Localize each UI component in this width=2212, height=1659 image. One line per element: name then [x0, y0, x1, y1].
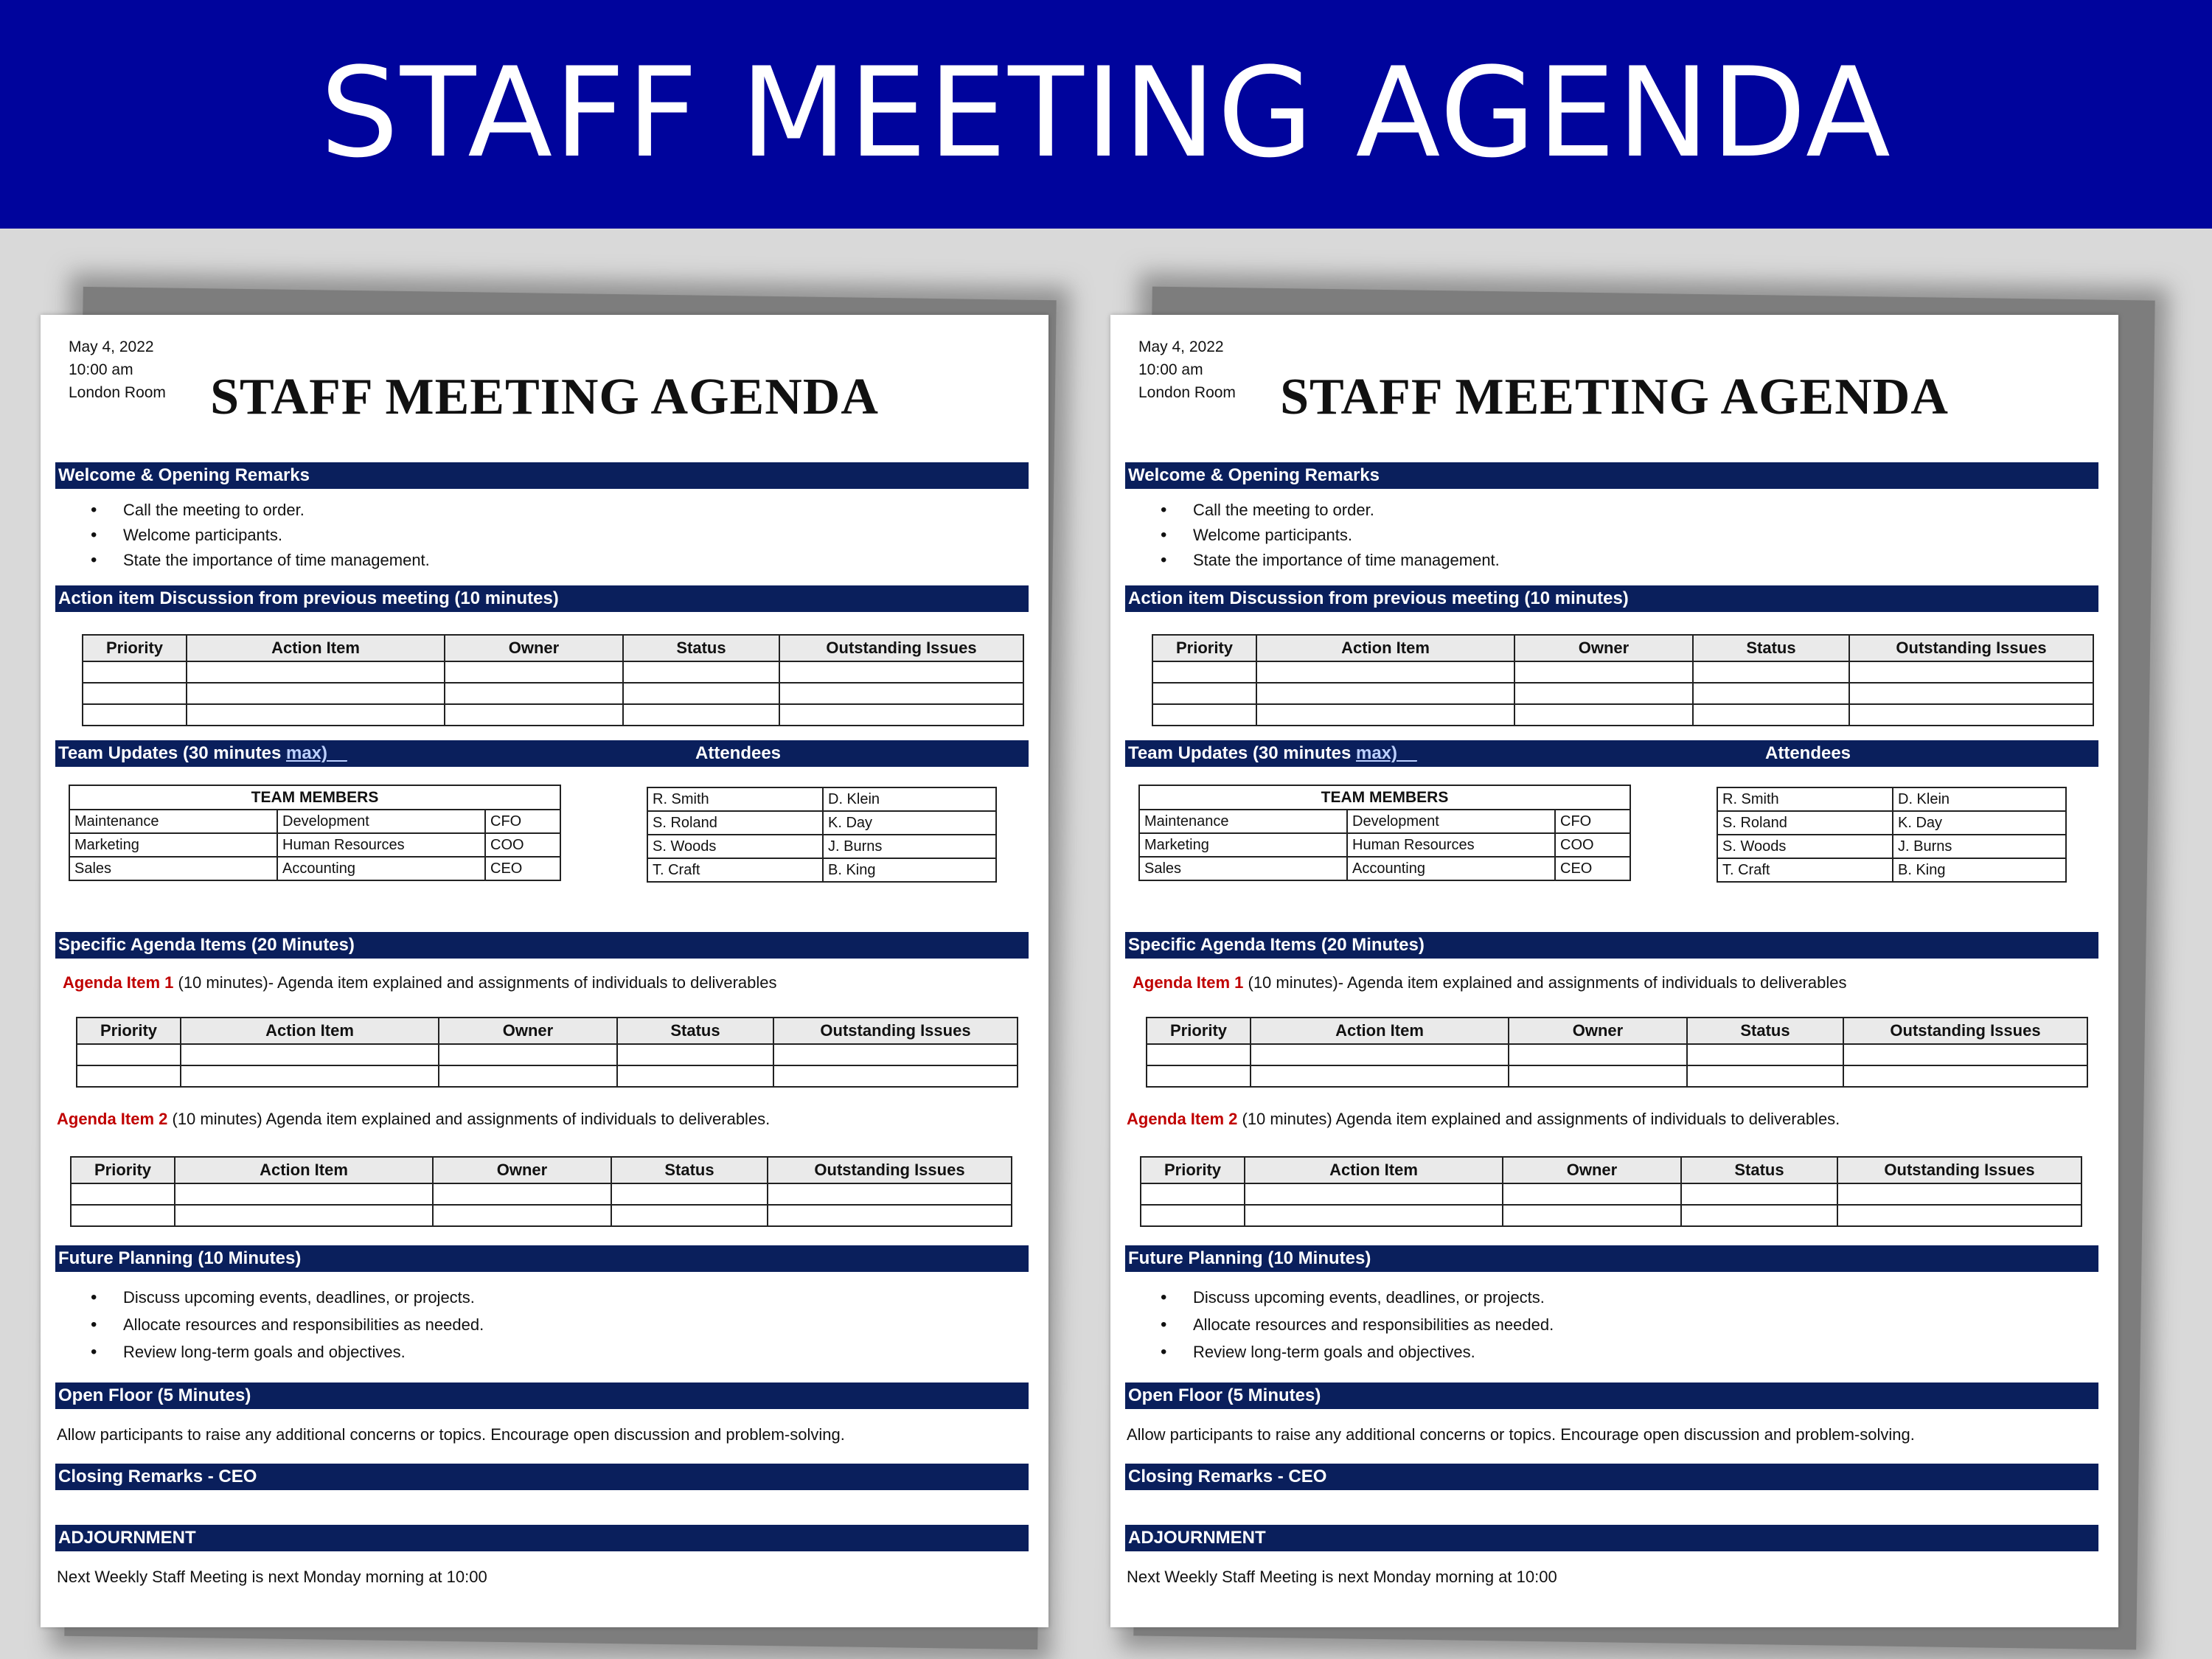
- table-cell[interactable]: [617, 1044, 773, 1065]
- table-cell[interactable]: [181, 1065, 439, 1087]
- table-cell[interactable]: [617, 1065, 773, 1087]
- table-cell: T. Craft: [1717, 858, 1893, 882]
- table-cell[interactable]: [175, 1183, 433, 1205]
- table-row: [77, 1044, 1018, 1065]
- table-cell[interactable]: [1687, 1065, 1843, 1087]
- future-item: • Review long-term goals and objectives.: [91, 1338, 484, 1366]
- column-header-owner: Owner: [433, 1157, 611, 1183]
- table-cell[interactable]: [773, 1044, 1018, 1065]
- agenda-page-right: [1110, 315, 2118, 1627]
- welcome-list: [1161, 498, 1500, 573]
- future-item: • Discuss upcoming events, deadlines, or projects.: [1161, 1284, 1554, 1311]
- agenda-item-2-label: Agenda Item 2: [57, 1110, 168, 1128]
- column-header-outstanding-issues: Outstanding Issues: [1843, 1018, 2087, 1044]
- table-row: [1717, 787, 2066, 811]
- table-cell[interactable]: [611, 1183, 768, 1205]
- table-cell: B. King: [823, 858, 996, 882]
- table-row: [1141, 1205, 2081, 1226]
- table-cell[interactable]: [1509, 1065, 1687, 1087]
- welcome-item: • State the importance of time management.: [1161, 548, 1500, 573]
- table-cell: Maintenance: [1139, 810, 1347, 833]
- table-cell[interactable]: [1514, 661, 1693, 683]
- open-floor-text: Allow participants to raise any additional concerns or topics. Encourage open discussion and problem-solving.: [57, 1425, 845, 1444]
- team-members-table: [1138, 785, 1631, 881]
- meeting-time: 10:00 am: [1138, 361, 1203, 378]
- column-header-priority: Priority: [1152, 635, 1256, 661]
- table-cell[interactable]: [1837, 1183, 2081, 1205]
- table-row: [1152, 683, 2093, 704]
- agenda-item-1: [1133, 971, 1847, 995]
- column-header-status: Status: [1693, 635, 1849, 661]
- table-cell[interactable]: [768, 1205, 1012, 1226]
- table-cell[interactable]: [1681, 1183, 1837, 1205]
- agenda-page-left: [41, 315, 1048, 1627]
- team-members-header: TEAM MEMBERS: [1139, 785, 1630, 810]
- section-header-future-planning: Future Planning (10 Minutes): [55, 1245, 1029, 1272]
- table-row: [647, 787, 996, 811]
- table-cell: S. Roland: [647, 811, 823, 835]
- section-header-team-updates: [1125, 740, 2098, 767]
- table-row: [1139, 857, 1630, 880]
- table-row: [1152, 704, 2093, 726]
- table-cell: S. Roland: [1717, 811, 1893, 835]
- welcome-item: • Call the meeting to order.: [91, 498, 430, 523]
- table-cell[interactable]: [187, 704, 445, 726]
- column-header-outstanding-issues: Outstanding Issues: [779, 635, 1023, 661]
- table-cell[interactable]: [623, 704, 779, 726]
- column-header-outstanding-issues: Outstanding Issues: [768, 1157, 1012, 1183]
- table-cell[interactable]: [1503, 1205, 1681, 1226]
- agenda-item-1-label: Agenda Item 1: [63, 973, 174, 992]
- table-row: [1152, 661, 2093, 683]
- column-header-status: Status: [1687, 1018, 1843, 1044]
- adjournment-text: Next Weekly Staff Meeting is next Monday morning at 10:00: [1127, 1568, 1557, 1586]
- agenda-item-1-text: (10 minutes)- Agenda item explained and assignments of individuals to deliverables: [173, 973, 777, 992]
- team-updates-heading: Team Updates (30 minutes: [1128, 743, 1356, 763]
- section-header-closing: Closing Remarks - CEO: [55, 1464, 1029, 1490]
- column-header-priority: Priority: [83, 635, 187, 661]
- table-cell[interactable]: [1245, 1205, 1503, 1226]
- meeting-time: 10:00 am: [69, 361, 133, 378]
- table-row: [647, 835, 996, 858]
- table-cell[interactable]: [1147, 1044, 1251, 1065]
- agenda-item-2-table: [70, 1156, 1012, 1227]
- table-cell: Sales: [1139, 857, 1347, 880]
- table-header-row: [69, 785, 560, 810]
- banner: [0, 0, 2212, 229]
- table-cell[interactable]: [1245, 1183, 1503, 1205]
- table-row: [1717, 811, 2066, 835]
- agenda-item-2-label: Agenda Item 2: [1127, 1110, 1238, 1128]
- section-header-specific-items: Specific Agenda Items (20 Minutes): [55, 932, 1029, 959]
- table-cell[interactable]: [1849, 683, 2093, 704]
- column-header-outstanding-issues: Outstanding Issues: [1837, 1157, 2081, 1183]
- table-cell[interactable]: [1693, 661, 1849, 683]
- table-cell: S. Woods: [1717, 835, 1893, 858]
- table-row: [1147, 1044, 2087, 1065]
- table-cell: J. Burns: [1893, 835, 2066, 858]
- table-cell[interactable]: [611, 1205, 768, 1226]
- table-header-row: [71, 1157, 1012, 1183]
- banner-title: STAFF MEETING AGENDA: [320, 41, 1892, 185]
- table-cell: Accounting: [1347, 857, 1555, 880]
- table-cell: CFO: [1555, 810, 1630, 833]
- table-cell[interactable]: [1693, 683, 1849, 704]
- table-cell[interactable]: [779, 683, 1023, 704]
- section-header-action-discussion: Action item Discussion from previous meeting (10 minutes): [1125, 585, 2098, 612]
- column-header-outstanding-issues: Outstanding Issues: [1849, 635, 2093, 661]
- table-cell[interactable]: [445, 704, 623, 726]
- table-row: [71, 1205, 1012, 1226]
- table-cell[interactable]: [175, 1205, 433, 1226]
- column-header-action-item: Action Item: [181, 1018, 439, 1044]
- section-header-action-discussion: Action item Discussion from previous meeting (10 minutes): [55, 585, 1029, 612]
- table-cell: CEO: [1555, 857, 1630, 880]
- table-row: [1147, 1065, 2087, 1087]
- table-cell: Maintenance: [69, 810, 277, 833]
- document-title: STAFF MEETING AGENDA: [210, 369, 879, 425]
- meeting-location: London Room: [1138, 384, 1236, 401]
- table-cell[interactable]: [71, 1205, 175, 1226]
- table-cell: COO: [485, 833, 560, 857]
- table-cell[interactable]: [1693, 704, 1849, 726]
- table-cell: S. Woods: [647, 835, 823, 858]
- table-cell[interactable]: [773, 1065, 1018, 1087]
- table-cell[interactable]: [1256, 704, 1514, 726]
- table-cell[interactable]: [1251, 1065, 1509, 1087]
- table-cell[interactable]: [187, 683, 445, 704]
- table-cell[interactable]: [1152, 704, 1256, 726]
- table-row: [647, 811, 996, 835]
- agenda-item-1: [63, 971, 777, 995]
- table-cell[interactable]: [1256, 661, 1514, 683]
- table-cell: R. Smith: [1717, 787, 1893, 811]
- table-cell[interactable]: [439, 1065, 617, 1087]
- column-header-owner: Owner: [445, 635, 623, 661]
- welcome-item: • Welcome participants.: [91, 523, 430, 548]
- table-cell: B. King: [1893, 858, 2066, 882]
- agenda-item-2-text: (10 minutes) Agenda item explained and assignments of individuals to deliverables.: [167, 1110, 771, 1128]
- table-row: [1141, 1183, 2081, 1205]
- agenda-item-1-table: [76, 1017, 1018, 1088]
- team-updates-link[interactable]: max): [285, 743, 328, 763]
- table-cell[interactable]: [1687, 1044, 1843, 1065]
- table-cell[interactable]: [1503, 1183, 1681, 1205]
- meeting-date: May 4, 2022: [69, 338, 154, 355]
- table-cell[interactable]: [1843, 1065, 2087, 1087]
- table-cell[interactable]: [1514, 683, 1693, 704]
- table-cell[interactable]: [1849, 704, 2093, 726]
- table-cell[interactable]: [83, 704, 187, 726]
- section-header-welcome: Welcome & Opening Remarks: [1125, 462, 2098, 489]
- table-cell: D. Klein: [1893, 787, 2066, 811]
- table-cell[interactable]: [1251, 1044, 1509, 1065]
- table-cell[interactable]: [1849, 661, 2093, 683]
- attendees-heading: Attendees: [1765, 743, 1851, 763]
- table-cell: COO: [1555, 833, 1630, 857]
- table-cell[interactable]: [779, 661, 1023, 683]
- column-header-status: Status: [623, 635, 779, 661]
- future-item: • Review long-term goals and objectives.: [1161, 1338, 1554, 1366]
- table-row: [1139, 810, 1630, 833]
- column-header-outstanding-issues: Outstanding Issues: [773, 1018, 1018, 1044]
- table-cell[interactable]: [1509, 1044, 1687, 1065]
- section-header-open-floor: Open Floor (5 Minutes): [1125, 1382, 2098, 1409]
- table-cell: T. Craft: [647, 858, 823, 882]
- table-row: [69, 810, 560, 833]
- column-header-action-item: Action Item: [187, 635, 445, 661]
- table-header-row: [1141, 1157, 2081, 1183]
- section-header-welcome: Welcome & Opening Remarks: [55, 462, 1029, 489]
- table-cell: Development: [1347, 810, 1555, 833]
- table-row: [69, 833, 560, 857]
- future-planning-list: [1161, 1284, 1554, 1366]
- table-cell[interactable]: [187, 661, 445, 683]
- table-row: [1717, 835, 2066, 858]
- table-cell[interactable]: [1141, 1183, 1245, 1205]
- table-cell[interactable]: [623, 683, 779, 704]
- table-header-row: [1139, 785, 1630, 810]
- meeting-location: London Room: [69, 384, 166, 401]
- table-header-row: [1147, 1018, 2087, 1044]
- table-row: [83, 704, 1023, 726]
- table-row: [71, 1183, 1012, 1205]
- table-cell: J. Burns: [823, 835, 996, 858]
- table-cell[interactable]: [181, 1044, 439, 1065]
- table-cell[interactable]: [77, 1065, 181, 1087]
- agenda-item-1-label: Agenda Item 1: [1133, 973, 1244, 992]
- table-cell[interactable]: [433, 1205, 611, 1226]
- column-header-priority: Priority: [1147, 1018, 1251, 1044]
- column-header-action-item: Action Item: [1245, 1157, 1503, 1183]
- table-cell: Marketing: [69, 833, 277, 857]
- table-cell[interactable]: [445, 661, 623, 683]
- team-members-table: [69, 785, 561, 881]
- section-header-specific-items: Specific Agenda Items (20 Minutes): [1125, 932, 2098, 959]
- table-cell[interactable]: [1256, 683, 1514, 704]
- table-cell: CFO: [485, 810, 560, 833]
- column-header-status: Status: [611, 1157, 768, 1183]
- section-header-future-planning: Future Planning (10 Minutes): [1125, 1245, 2098, 1272]
- table-cell: K. Day: [1893, 811, 2066, 835]
- table-cell[interactable]: [439, 1044, 617, 1065]
- team-updates-trail: __: [327, 743, 347, 763]
- table-cell[interactable]: [768, 1183, 1012, 1205]
- adjournment-text: Next Weekly Staff Meeting is next Monday morning at 10:00: [57, 1568, 487, 1586]
- welcome-item: • Call the meeting to order.: [1161, 498, 1500, 523]
- team-updates-trail: __: [1397, 743, 1417, 763]
- welcome-item: • Welcome participants.: [1161, 523, 1500, 548]
- column-header-action-item: Action Item: [1251, 1018, 1509, 1044]
- future-planning-list: [91, 1284, 484, 1366]
- table-cell: CEO: [485, 857, 560, 880]
- team-members-header: TEAM MEMBERS: [69, 785, 560, 810]
- column-header-owner: Owner: [439, 1018, 617, 1044]
- table-row: [1717, 858, 2066, 882]
- table-cell[interactable]: [1837, 1205, 2081, 1226]
- agenda-item-2: [57, 1107, 770, 1131]
- document-title: STAFF MEETING AGENDA: [1280, 369, 1949, 425]
- table-cell[interactable]: [1514, 704, 1693, 726]
- welcome-item: • State the importance of time management.: [91, 548, 430, 573]
- column-header-priority: Priority: [77, 1018, 181, 1044]
- table-cell: D. Klein: [823, 787, 996, 811]
- table-cell[interactable]: [71, 1183, 175, 1205]
- agenda-item-1-table: [1146, 1017, 2088, 1088]
- table-cell[interactable]: [433, 1183, 611, 1205]
- table-cell[interactable]: [1681, 1205, 1837, 1226]
- section-header-adjournment: ADJOURNMENT: [55, 1525, 1029, 1551]
- table-header-row: [1152, 635, 2093, 661]
- table-cell: K. Day: [823, 811, 996, 835]
- table-cell: Marketing: [1139, 833, 1347, 857]
- attendees-table: [1717, 787, 2067, 883]
- table-cell[interactable]: [83, 683, 187, 704]
- future-item: • Allocate resources and responsibilities as needed.: [1161, 1311, 1554, 1338]
- table-row: [1139, 833, 1630, 857]
- column-header-priority: Priority: [71, 1157, 175, 1183]
- table-cell: Development: [277, 810, 485, 833]
- table-cell[interactable]: [77, 1044, 181, 1065]
- team-updates-link[interactable]: max): [1355, 743, 1398, 763]
- agenda-item-2: [1127, 1107, 1840, 1131]
- table-cell[interactable]: [623, 661, 779, 683]
- column-header-owner: Owner: [1514, 635, 1693, 661]
- table-cell: R. Smith: [647, 787, 823, 811]
- table-cell: Human Resources: [1347, 833, 1555, 857]
- column-header-owner: Owner: [1503, 1157, 1681, 1183]
- column-header-action-item: Action Item: [175, 1157, 433, 1183]
- table-row: [83, 661, 1023, 683]
- table-row: [647, 858, 996, 882]
- open-floor-text: Allow participants to raise any additional concerns or topics. Encourage open discussion and problem-solving.: [1127, 1425, 1915, 1444]
- table-header-row: [77, 1018, 1018, 1044]
- table-cell: Accounting: [277, 857, 485, 880]
- table-header-row: [83, 635, 1023, 661]
- table-row: [77, 1065, 1018, 1087]
- section-header-open-floor: Open Floor (5 Minutes): [55, 1382, 1029, 1409]
- table-cell[interactable]: [1141, 1205, 1245, 1226]
- section-header-team-updates: [55, 740, 1029, 767]
- action-items-table: [1152, 634, 2094, 726]
- table-row: [69, 857, 560, 880]
- table-cell: Sales: [69, 857, 277, 880]
- action-items-table: [82, 634, 1024, 726]
- agenda-item-2-table: [1140, 1156, 2082, 1227]
- column-header-action-item: Action Item: [1256, 635, 1514, 661]
- table-row: [83, 683, 1023, 704]
- agenda-item-1-text: (10 minutes)- Agenda item explained and assignments of individuals to deliverables: [1243, 973, 1847, 992]
- table-cell[interactable]: [1843, 1044, 2087, 1065]
- table-cell[interactable]: [1152, 683, 1256, 704]
- table-cell[interactable]: [83, 661, 187, 683]
- future-item: • Allocate resources and responsibilities as needed.: [91, 1311, 484, 1338]
- column-header-status: Status: [617, 1018, 773, 1044]
- column-header-priority: Priority: [1141, 1157, 1245, 1183]
- agenda-item-2-text: (10 minutes) Agenda item explained and assignments of individuals to deliverables.: [1237, 1110, 1840, 1128]
- meeting-date: May 4, 2022: [1138, 338, 1224, 355]
- table-cell[interactable]: [445, 683, 623, 704]
- table-cell[interactable]: [1147, 1065, 1251, 1087]
- table-cell[interactable]: [779, 704, 1023, 726]
- table-cell: Human Resources: [277, 833, 485, 857]
- attendees-table: [647, 787, 997, 883]
- column-header-owner: Owner: [1509, 1018, 1687, 1044]
- section-header-adjournment: ADJOURNMENT: [1125, 1525, 2098, 1551]
- column-header-status: Status: [1681, 1157, 1837, 1183]
- table-cell[interactable]: [1152, 661, 1256, 683]
- team-updates-heading: Team Updates (30 minutes: [58, 743, 286, 763]
- attendees-heading: Attendees: [695, 743, 782, 763]
- welcome-list: [91, 498, 430, 573]
- future-item: • Discuss upcoming events, deadlines, or projects.: [91, 1284, 484, 1311]
- section-header-closing: Closing Remarks - CEO: [1125, 1464, 2098, 1490]
